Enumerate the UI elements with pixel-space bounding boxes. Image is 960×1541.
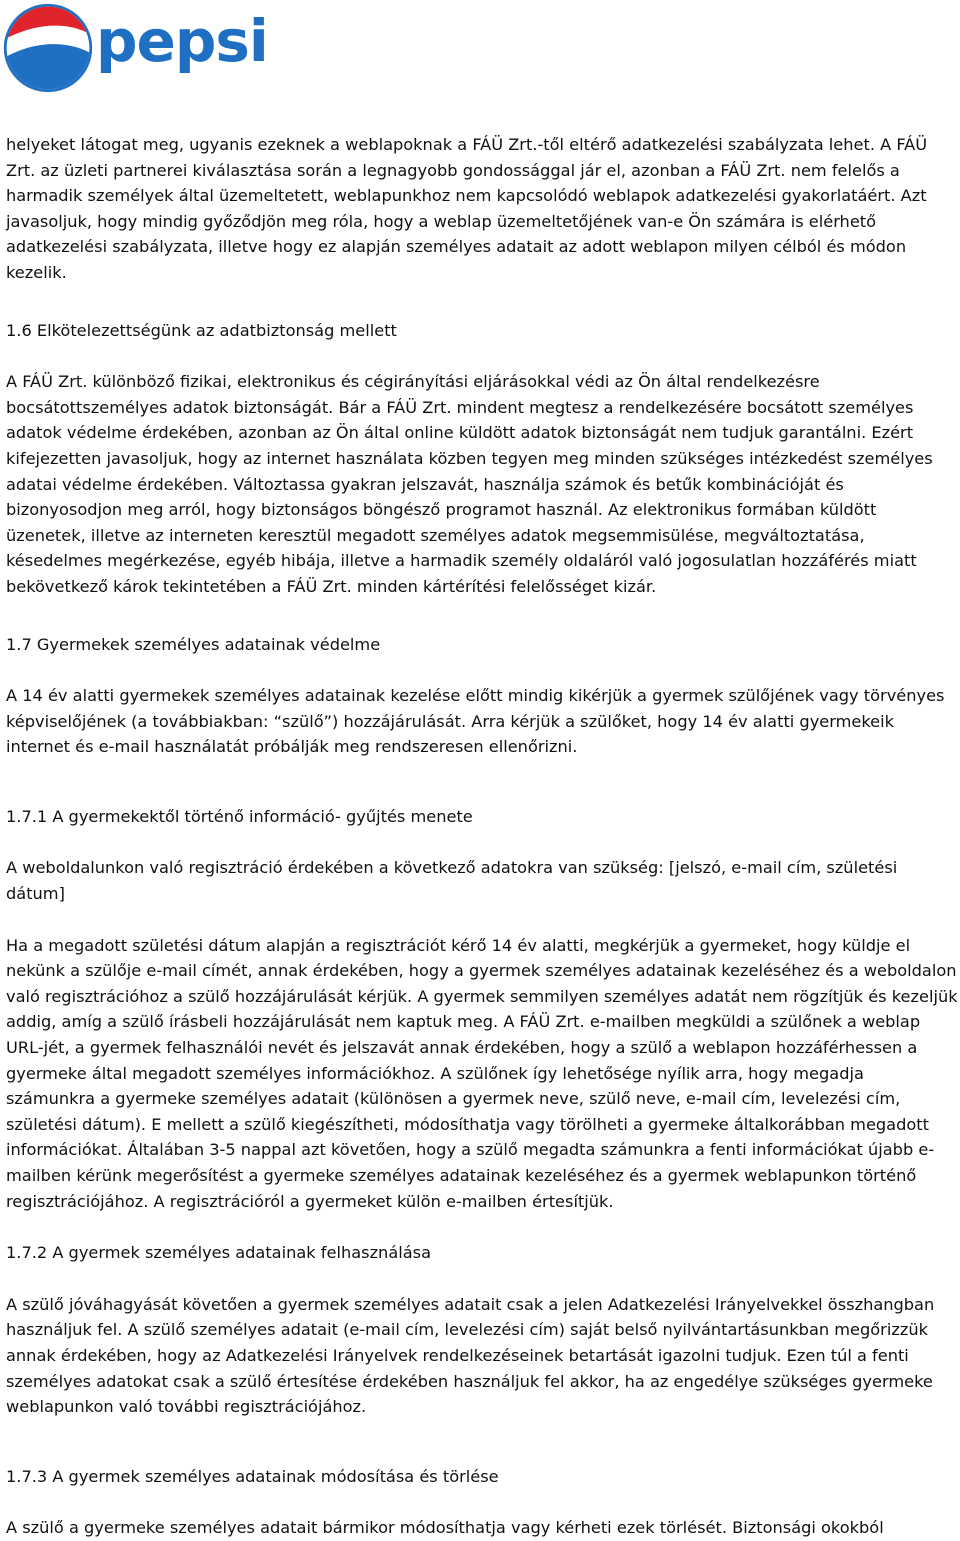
heading-1-7: 1.7 Gyermekek személyes adatainak védelme: [6, 634, 381, 654]
heading-1-7-2: 1.7.2 A gyermek személyes adatainak felhasználása: [6, 1243, 432, 1263]
paragraph-1-7-1-b: Ha a megadott születési dátum alapján a regisztrációt kérő 14 év alatti, megkérjük a gyermeket, hogy küldje el nekünk a szülője e-mail címét, annak érdekében, hogy a gyermek személyes adatainak kezeléséhez és a weboldalon való regisztrációhoz a szülő hozzájárulását kérjük. A gyermek semmilyen személyes adatát nem rögzítjük és kezeljük addig, amíg a szülő írásbeli hozzájárulását nem kaptuk meg. A FÁÜ Zrt. e-mailben megküldi a szülőnek a weblap URL-jét, a gyermek felhasználói nevét és jelszavát annak érdekében, hogy a szülő a weblapon hozzáférhessen a gyermeke által megadott személyes információkhoz. A szülőnek így lehetősége nyílik arra, hogy megadja számunkra a gyermeke személyes adatait (különösen a gyermek neve, szülő neve, e-mail cím, levelezési cím, születési dátum). E mellett a szülő kiegészítheti, módosíthatja vagy törölheti a gyermeke általkorábban megadott információkat. Általában 3-5 nappal azt követően, hogy a szülő megadta számunkra a fenti információkat újabb e-mailben kérünk megerősítést a gyermeke személyes adatainak kezeléséhez és a gyermek weblapunkon történő regisztrációjához. A regisztrációról a gyermeket külön e-mailben értesítjük.: [6, 935, 958, 1211]
paragraph-1-7: A 14 év alatti gyermekek személyes adatainak kezelése előtt mindig kikérjük a gyermek szülőjének vagy törvényes képviselőjének (a továbbiakban: “szülő”) hozzájárulását. Arra kérjük a szülőket, hogy 14 év alatti gyermekeik internet és e-mail használatát próbálják meg rendszeresen ellenőrizni.: [6, 686, 945, 757]
brand-wordmark: pepsi: [96, 7, 268, 75]
document-body: [6, 132, 958, 1541]
page-header: [0, 0, 960, 100]
paragraph-1-7-2: A szülő jóváhagyását követően a gyermek személyes adatait csak a jelen Adatkezelési Irányelvekkel összhangban használjuk fel. A szülő személyes adatait (e-mail cím, levelezési cím) saját belső nyilvántartásunkban megőrizzük annak érdekében, hogy az Adatkezelési Irányelvek rendelkezéseinek betartását igazolni tudjuk. Ezen túl a fenti személyes adatokat csak a szülő értesítése érdekében használjuk fel akkor, ha az engedélye szükséges gyermeke weblapunkon való további regisztrációjához.: [6, 1294, 935, 1417]
paragraph-intro: helyeket látogat meg, ugyanis ezeknek a weblapoknak a FÁÜ Zrt.-től eltérő adatkezelési szabályzata lehet. A FÁÜ Zrt. az üzleti partnerei kiválasztása során a legnagyobb gondossággal jár el, azonban a FÁÜ Zrt. nem felelős a harmadik személyek által üzemeltetett, weblapunkhoz nem kapcsolódó weblapok adatkezelési gyakorlatáért. Azt javasoljuk, hogy mindig győződjön meg róla, hogy a weblap üzemeltetőjének van-e Ön számára is elérhető adatkezelési szabályzata, illetve hogy ez alapján személyes adatait az adott weblapon milyen célból és módon kezelik.: [6, 135, 928, 282]
pepsi-globe-logo-icon: [2, 2, 94, 94]
heading-1-7-3: 1.7.3 A gyermek személyes adatainak módosítása és törlése: [6, 1466, 499, 1486]
heading-1-7-1: 1.7.1 A gyermekektől történő információ- gyűjtés menete: [6, 806, 473, 826]
paragraph-1-7-3: A szülő a gyermeke személyes adatait bármikor módosíthatja vagy kérheti ezek törlését. Biztonsági okokból: [6, 1518, 884, 1538]
paragraph-1-6: A FÁÜ Zrt. különböző fizikai, elektronikus és cégirányítási eljárásokkal védi az Ön által rendelkezésre bocsátottszemélyes adatok biztonságát. Bár a FÁÜ Zrt. mindent megtesz a rendelkezésére bocsátott személyes adatok védelme érdekében, azonban az Ön által online küldött adatok biztonságát nem tudjuk garantálni. Ezért kifejezetten javasoljuk, hogy az internet használata közben tegyen meg minden szükséges intézkedést személyes adatai védelme érdekében. Változtassa gyakran jelszavát, használja számok és betűk kombinációját és bizonyosodjon meg arról, hogy biztonságos böngésző programot használ. Az elektronikus formában küldött üzenetek, illetve az interneten keresztül megadott személyes adatok megsemmisülése, megváltoztatása, késedelmes megérkezése, egyéb hibája, illetve a harmadik személy oldaláról való jogosulatlan hozzáférés miatt bekövetkező károk tekintetében a FÁÜ Zrt. minden kártérítési felelősséget kizár.: [6, 372, 933, 596]
paragraph-1-7-1-a: A weboldalunkon való regisztráció érdekében a következő adatokra van szükség: [jelszó, e-mail cím, születési dátum]: [6, 858, 898, 904]
heading-1-6: 1.6 Elkötelezettségünk az adatbiztonság mellett: [6, 320, 397, 340]
